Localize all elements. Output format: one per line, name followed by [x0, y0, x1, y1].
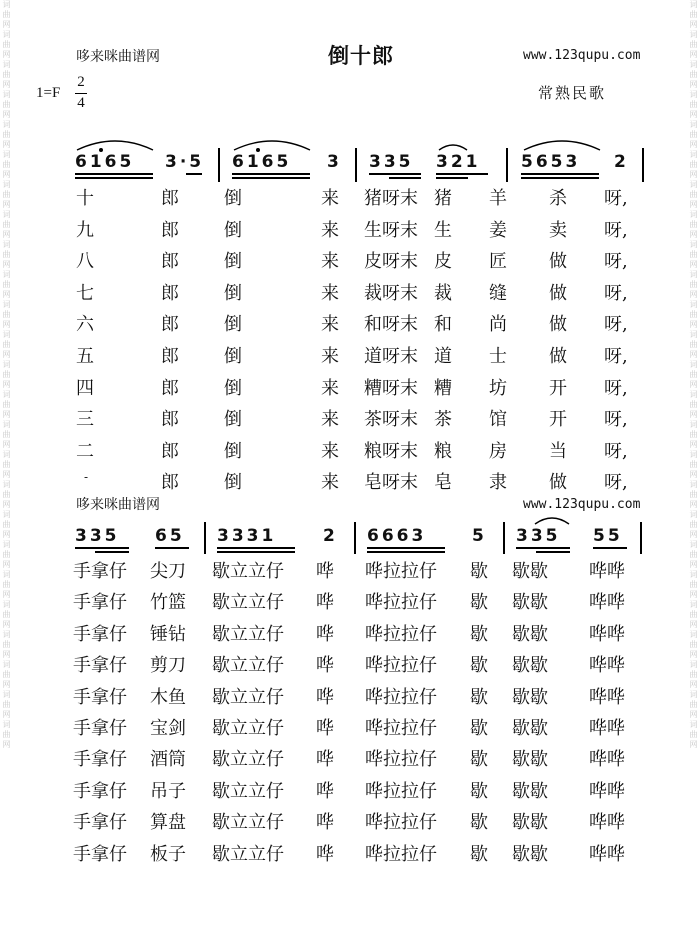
lyric-cell: 生呀末 [364, 219, 418, 241]
lyric-cell: 歇立立仔 [212, 718, 284, 739]
lyric-cell: 缝 [489, 282, 507, 304]
lyric-cell: 做 [549, 251, 567, 273]
lyric-cell: 倒 [224, 314, 242, 336]
lyric-cell: 皮呀末 [364, 251, 418, 273]
lyric-cell: 杀 [549, 188, 567, 209]
lyric-cell: 手拿仔 [73, 623, 127, 645]
lyric-cell: 歇 [470, 780, 488, 802]
lyric-cell: 呀, [604, 251, 628, 273]
lyric-cell: 做 [549, 282, 567, 304]
lyric-cell: 生 [434, 219, 452, 241]
lyric-cell: 歇立立仔 [212, 655, 284, 677]
lyric-cell: 姜 [489, 219, 507, 241]
note-group-13: 6663 [367, 526, 427, 546]
beam-line [232, 177, 310, 179]
note-group-5: 335 [369, 152, 414, 172]
lyric-cell: 哗拉拉仔 [365, 718, 437, 739]
beam-line [217, 551, 295, 553]
lyric-cell: 郎 [161, 251, 179, 273]
lyric-cell: 手拿仔 [73, 655, 127, 677]
note-group-2: 3·5 [165, 152, 205, 172]
lyric-cell: 粮呀末 [364, 440, 418, 462]
lyric-cell: 五 [76, 346, 94, 367]
lyric-cell: 八 [76, 251, 94, 273]
lyric-cell: 歇歇 [512, 655, 548, 677]
lyric-cell: 和呀末 [364, 314, 418, 336]
site-url-2: www.123qupu.com [523, 497, 641, 512]
time-signature-line [75, 93, 87, 94]
lyric-cell: 哗哗 [589, 623, 625, 645]
bar-line [355, 148, 357, 182]
beam-line [217, 547, 295, 549]
lyric-cell: 手拿仔 [73, 749, 127, 771]
lyric-cell: 歇 [470, 592, 488, 614]
note-group-14: 5 [472, 526, 487, 546]
lyric-cell: 呀, [604, 188, 628, 209]
lyric-cell: 手拿仔 [73, 561, 127, 582]
lyric-cell: 十 [76, 188, 94, 209]
lyric-cell: 二 [76, 440, 94, 462]
lyric-cell: 哗哗 [589, 686, 625, 708]
lyric-cell: 来 [321, 472, 339, 494]
lyric-cell: 隶 [489, 472, 507, 494]
lyric-cell: 歇立立仔 [212, 780, 284, 802]
lyric-cell: 歇歇 [512, 749, 548, 771]
lyric-cell: 卖 [549, 219, 567, 241]
lyric-cell: 裁 [434, 282, 452, 304]
lyric-cell: 馆 [489, 409, 507, 431]
lyric-cell: 茶 [434, 409, 452, 431]
lyric-cell: 倒 [224, 188, 242, 209]
lyric-cell: 呀, [604, 377, 628, 399]
lyric-cell: 呀, [604, 219, 628, 241]
note-group-1: 6165 [75, 152, 135, 172]
beam-line [516, 547, 570, 549]
lyric-cell: 哗拉拉仔 [365, 686, 437, 708]
lyric-cell: 哗哗 [589, 812, 625, 834]
slur-mark [436, 140, 470, 152]
bar-line [640, 522, 642, 554]
lyric-cell: 歇立立仔 [212, 561, 284, 582]
note-group-12: 2 [323, 526, 338, 546]
lyric-cell: 哗拉拉仔 [365, 655, 437, 677]
beam-line [95, 551, 129, 553]
lyric-cell: 歇 [470, 812, 488, 834]
note-group-10: 65 [155, 526, 185, 546]
lyric-cell: 猪呀末 [364, 188, 418, 209]
lyric-cell: 宝剑 [150, 718, 186, 739]
note-group-6: 321 [436, 152, 481, 172]
lyric-cell: 哗 [316, 623, 334, 645]
lyric-cell: 歇立立仔 [212, 686, 284, 708]
lyric-cell: 锤钻 [150, 623, 186, 645]
lyric-cell: 歇立立仔 [212, 843, 284, 865]
lyric-cell: 尚 [489, 314, 507, 336]
lyric-cell: 呀, [604, 346, 628, 367]
bar-line [642, 148, 644, 182]
lyric-cell: 做 [549, 472, 567, 494]
lyric-cell: 六 [76, 314, 94, 336]
beam-line [367, 547, 445, 549]
note-group-3: 6165 [232, 152, 292, 172]
note-group-11: 3331 [217, 526, 277, 546]
lyric-cell: 歇歇 [512, 686, 548, 708]
lyric-cell: 坊 [489, 377, 507, 399]
note-group-7: 5653 [521, 152, 581, 172]
lyric-cell: 来 [321, 219, 339, 241]
lyric-cell: 歇立立仔 [212, 749, 284, 771]
lyric-cell: 手拿仔 [73, 812, 127, 834]
lyric-cell: 倒 [224, 219, 242, 241]
beam-line [75, 177, 153, 179]
lyric-cell: 歇歇 [512, 780, 548, 802]
bar-line [354, 522, 356, 554]
lyric-cell: 哗 [316, 686, 334, 708]
lyric-cell: 歇立立仔 [212, 592, 284, 614]
lyric-cell: 手拿仔 [73, 592, 127, 614]
lyric-cell: 哗哗 [589, 780, 625, 802]
lyric-cell: 做 [549, 314, 567, 336]
lyric-cell: 手拿仔 [73, 686, 127, 708]
lyric-cell: 倒 [224, 282, 242, 304]
lyric-cell: 倒 [224, 251, 242, 273]
lyric-cell: 歇 [470, 718, 488, 739]
lyric-cell: 糟 [434, 377, 452, 399]
lyric-cell: 士 [489, 346, 507, 367]
lyric-cell: 来 [321, 346, 339, 367]
lyric-cell: 手拿仔 [73, 843, 127, 865]
lyric-cell: 算盘 [150, 812, 186, 834]
lyric-cell: 剪刀 [150, 655, 186, 677]
lyric-cell: 哗 [316, 718, 334, 739]
note-group-4: 3 [327, 152, 342, 172]
lyric-cell: 木鱼 [150, 686, 186, 708]
lyric-cell: 哗 [316, 749, 334, 771]
lyric-cell: 裁呀末 [364, 282, 418, 304]
lyric-cell: 哗哗 [589, 843, 625, 865]
lyric-cell: 哗拉拉仔 [365, 843, 437, 865]
lyric-cell: 哗 [316, 561, 334, 582]
lyric-cell: 郎 [161, 377, 179, 399]
lyric-cell: 哗 [316, 780, 334, 802]
bar-line [218, 148, 220, 182]
lyric-cell: 吊子 [150, 780, 186, 802]
lyric-cell: 来 [321, 409, 339, 431]
lyric-cell: 皂呀末 [364, 472, 418, 494]
lyric-cell: 郎 [161, 440, 179, 462]
lyric-cell: 道 [434, 346, 452, 367]
beam-line [75, 547, 129, 549]
lyric-cell: 郎 [161, 188, 179, 209]
lyric-cell: 呀, [604, 314, 628, 336]
lyric-cell: 开 [549, 409, 567, 431]
note-group-16: 55 [593, 526, 623, 546]
lyric-cell: 歇歇 [512, 623, 548, 645]
lyric-cell: 倒 [224, 409, 242, 431]
lyric-cell: - [84, 470, 89, 485]
lyric-cell: 歇 [470, 686, 488, 708]
lyric-cell: 哗 [316, 843, 334, 865]
lyric-cell: 皮 [434, 251, 452, 273]
lyric-cell: 郎 [161, 472, 179, 494]
note-group-15: 335 [516, 526, 561, 546]
lyric-cell: 哗 [316, 655, 334, 677]
lyric-cell: 呀, [604, 409, 628, 431]
bar-line [506, 148, 508, 182]
lyric-cell: 呀, [604, 440, 628, 462]
beam-line [75, 173, 153, 175]
lyric-cell: 开 [549, 377, 567, 399]
lyric-cell: 歇 [470, 561, 488, 582]
beam-line [521, 177, 599, 179]
slur-mark [532, 512, 572, 526]
beam-line [436, 177, 468, 179]
song-credit: 常熟民歌 [538, 84, 607, 102]
lyric-cell: 皂 [434, 472, 452, 494]
lyric-cell: 糟呀末 [364, 377, 418, 399]
lyric-cell: 歇歇 [512, 592, 548, 614]
lyric-cell: 呀, [604, 472, 628, 494]
lyric-cell: 尖刀 [150, 561, 186, 582]
lyric-cell: 倒 [224, 346, 242, 367]
lyric-cell: 哗哗 [589, 561, 625, 582]
beam-line [536, 551, 570, 553]
lyric-cell: 来 [321, 282, 339, 304]
lyric-cell: 歇歇 [512, 561, 548, 582]
lyric-cell: 倒 [224, 440, 242, 462]
lyric-cell: 哗拉拉仔 [365, 780, 437, 802]
lyric-cell: 歇 [470, 655, 488, 677]
lyric-cell: 哗哗 [589, 592, 625, 614]
lyric-cell: 羊 [489, 188, 507, 209]
lyric-cell: 七 [76, 282, 94, 304]
lyric-cell: 和 [434, 314, 452, 336]
time-signature-top: 2 [77, 74, 85, 90]
lyric-cell: 郎 [161, 282, 179, 304]
lyric-cell: 歇 [470, 623, 488, 645]
lyric-cell: 来 [321, 440, 339, 462]
lyric-cell: 歇立立仔 [212, 812, 284, 834]
lyric-cell: 来 [321, 188, 339, 209]
lyric-cell: 歇立立仔 [212, 623, 284, 645]
lyric-cell: 歇歇 [512, 843, 548, 865]
beam-line [232, 173, 310, 175]
lyric-cell: 来 [321, 314, 339, 336]
bar-line [204, 522, 206, 554]
lyric-cell: 哗 [316, 592, 334, 614]
lyric-cell: 哗拉拉仔 [365, 623, 437, 645]
lyric-cell: 手拿仔 [73, 780, 127, 802]
lyric-cell: 来 [321, 377, 339, 399]
lyric-cell: 歇 [470, 843, 488, 865]
lyric-cell: 四 [76, 377, 94, 399]
slur-mark [74, 136, 156, 152]
site-name-2: 哆来咪曲谱网 [76, 497, 160, 513]
lyric-cell: 倒 [224, 472, 242, 494]
lyric-cell: 哗哗 [589, 749, 625, 771]
lyric-cell: 哗哗 [589, 655, 625, 677]
lyric-cell: 哗 [316, 812, 334, 834]
site-url: www.123qupu.com [523, 48, 641, 63]
lyric-cell: 匠 [489, 251, 507, 273]
lyric-cell: 竹篮 [150, 592, 186, 614]
note-group-8: 2 [614, 152, 629, 172]
beam-line [369, 173, 421, 175]
lyric-cell: 歇歇 [512, 812, 548, 834]
slur-mark [521, 136, 603, 152]
beam-line [389, 177, 421, 179]
lyric-cell: 呀, [604, 282, 628, 304]
lyric-cell: 哗拉拉仔 [365, 592, 437, 614]
lyric-cell: 郎 [161, 314, 179, 336]
song-title: 倒十郎 [328, 43, 394, 68]
lyric-cell: 道呀末 [364, 346, 418, 367]
note-group-9: 335 [75, 526, 120, 546]
lyric-cell: 哗哗 [589, 718, 625, 739]
beam-line [436, 173, 488, 175]
site-name: 哆来咪曲谱网 [76, 49, 160, 65]
lyric-cell: 来 [321, 251, 339, 273]
lyric-cell: 哗拉拉仔 [365, 749, 437, 771]
lyric-cell: 做 [549, 346, 567, 367]
lyric-cell: 哗拉拉仔 [365, 561, 437, 582]
lyric-cell: 郎 [161, 346, 179, 367]
lyric-cell: 猪 [434, 188, 452, 209]
beam-line [593, 547, 627, 549]
lyric-cell: 歇 [470, 749, 488, 771]
lyric-cell: 当 [549, 440, 567, 462]
lyric-cell: 房 [489, 440, 507, 462]
key-signature: 1=F [36, 85, 61, 101]
bar-line [503, 522, 505, 554]
lyric-cell: 倒 [224, 377, 242, 399]
lyric-cell: 哗拉拉仔 [365, 812, 437, 834]
slur-mark [231, 136, 313, 152]
beam-line [367, 551, 445, 553]
time-signature-bottom: 4 [77, 95, 85, 111]
beam-line [155, 547, 189, 549]
lyric-cell: 粮 [434, 440, 452, 462]
lyric-cell: 郎 [161, 409, 179, 431]
lyric-cell: 茶呀末 [364, 409, 418, 431]
lyric-cell: 酒筒 [150, 749, 186, 771]
lyric-cell: 郎 [161, 219, 179, 241]
beam-line [521, 173, 599, 175]
lyric-cell: 歇歇 [512, 718, 548, 739]
left-watermark: 词曲网词曲网词曲网词曲网词曲网词曲网词曲网词曲网词曲网词曲网词曲网词曲网词曲网词曲网词曲网词曲网词曲网词曲网词曲网词曲网词曲网词曲网词曲网词曲网词曲网 [2, 0, 11, 749]
lyric-cell: 板子 [150, 843, 186, 865]
lyric-cell: 三 [76, 409, 94, 431]
lyric-cell: 手拿仔 [73, 718, 127, 739]
beam-line [186, 173, 202, 175]
right-watermark: 词曲网词曲网词曲网词曲网词曲网词曲网词曲网词曲网词曲网词曲网词曲网词曲网词曲网词曲网词曲网词曲网词曲网词曲网词曲网词曲网词曲网词曲网词曲网词曲网词曲网 [689, 0, 698, 749]
lyric-cell: 九 [76, 219, 94, 241]
